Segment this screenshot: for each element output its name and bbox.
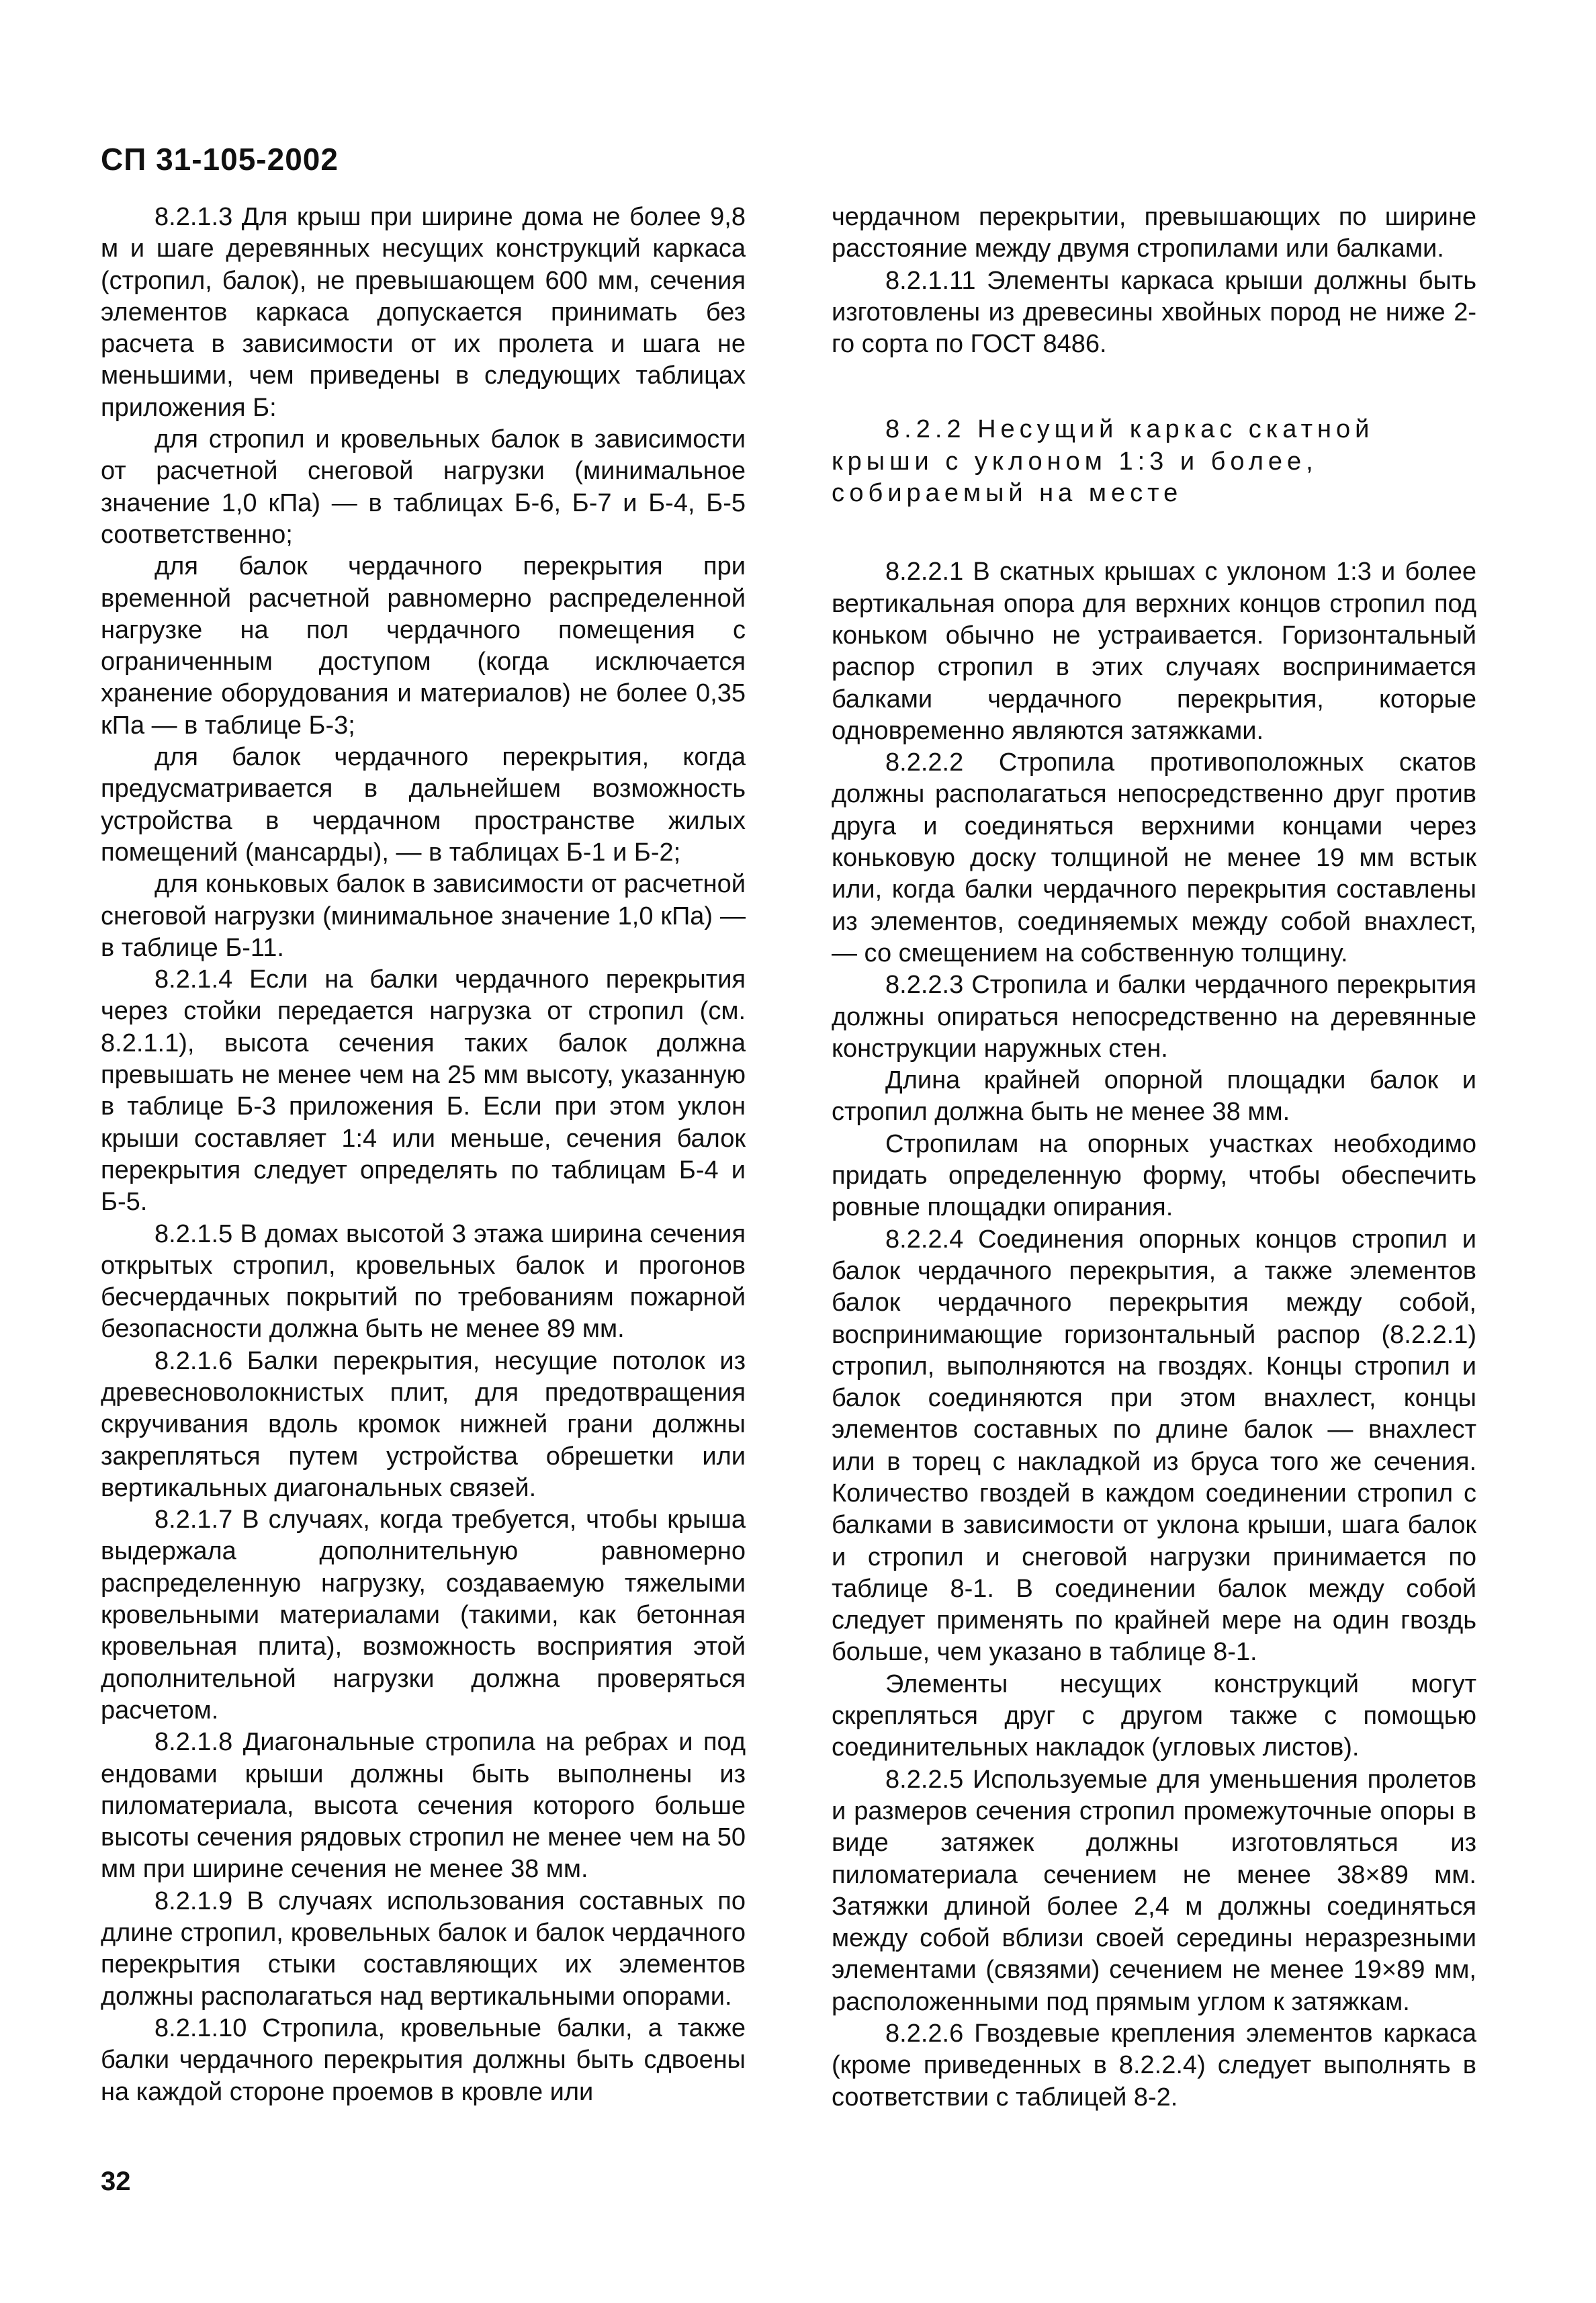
paragraph-attic-beams-list-item: для балок чердачного перекрытия при временной расчетной равномерно распределенной нагрузке на пол чердачного помещения с ограниченным доступом (когда исключается хранение оборудования и материалов) не более 0,35 кПа — в таблице Б-3; — [101, 552, 746, 740]
paragraph-8-2-1-11: 8.2.1.11 Элементы каркаса крыши должны быть изготовлены из древесины хвойных пород не ниже 2-го сорта по ГОСТ 8486. — [832, 266, 1476, 359]
paragraph-mansard-list-item: для балок чердачного перекрытия, когда предусматривается в дальнейшем возможность устройства в чердачном пространстве жилых помещений (мансарды), — в таблицах Б-1 и Б-2; — [101, 743, 746, 867]
paragraph-8-2-1-4: 8.2.1.4 Если на балки чердачного перекрытия через стойки передается нагрузка от стропил (см. 8.2.1.1), высота сечения таких балок должна превышать не менее чем на 25 мм высоту, указанную в таблице Б-3 приложения Б. Если при этом уклон крыши составляет 1:4 или меньше, сечения балок перекрытия следует определять по таблицам Б-4 и Б-5. — [101, 965, 746, 1217]
paragraph-ridge-beams-list-item: для коньковых балок в зависимости от расчетной снеговой нагрузки (минимальное значение 1,0 кПа) — в таблице Б-11. — [101, 870, 746, 962]
paragraph-8-2-2-5: 8.2.2.5 Используемые для уменьшения пролетов и размеров сечения стропил промежуточные опоры в виде затяжек должны изготовляться из пиломатериала сечением не менее 38×89 мм. Затяжки длиной более 2,4 м должны соединяться между собой вблизи своей середины неразрезными элементами (связями) сечением не менее 19×89 мм, расположенными под прямым углом к затяжкам. — [832, 1765, 1476, 2016]
paragraph-8-2-2-2: 8.2.2.2 Стропила противоположных скатов должны располагаться непосредственно друг против друга и соединяться верхними концами через коньковую доску толщиной не менее 19 мм встык или, когда балки чердачного перекрытия составлены из элементов, соединяемых между собой внахлест, — со смещением на собственную толщину. — [832, 748, 1476, 967]
paragraph-8-2-1-7: 8.2.1.7 В случаях, когда требуется, чтобы крыша выдержала дополнительную равномерно распределенную нагрузку, создаваемую тяжелыми кровельными материалами (такими, как бетонная кровельная плита), возможность восприятия этой дополнительной нагрузки должна проверяться расчетом. — [101, 1506, 746, 1725]
paragraph-support-shape: Стропилам на опорных участках необходимо придать определенную форму, чтобы обеспечить ровные площадки опирания. — [832, 1129, 1476, 1222]
paragraph-support-length: Длина крайней опорной площадки балок и стропил должна быть не менее 38 мм. — [832, 1066, 1476, 1127]
section-title-8-2-2: 8.2.2 Несущий каркас скатной крыши с уклоном 1:3 и более, собираемый на месте — [832, 415, 1374, 508]
paragraph-8-2-1-3: 8.2.1.3 Для крыш при ширине дома не более 9,8 м и шаге деревянных несущих конструкций каркаса (стропил, балок), не превышающем 600 мм, сечения элементов каркаса допускается принимать без расчета в зависимости от их пролета и шага не меньшими, чем приведены в следующих таблицах приложения Б: — [101, 203, 746, 422]
paragraph-8-2-1-9: 8.2.1.9 В случаях использования составных по длине стропил, кровельных балок и балок чердачного перекрытия стыки составляющих их элементов должны располагаться над вертикальными опорами. — [101, 1886, 746, 2011]
paragraph-8-2-1-10-continued: чердачном перекрытии, превышающих по ширине расстояние между двумя стропилами или балками. — [832, 203, 1476, 263]
paragraph-connector-plates: Элементы несущих конструкций могут скрепляться друг с другом также с помощью соединительных накладок (угловых листов). — [832, 1669, 1476, 1762]
paragraph-8-2-2-3: 8.2.2.3 Стропила и балки чердачного перекрытия должны опираться непосредственно на деревянные конструкции наружных стен. — [832, 971, 1476, 1063]
left-column — [101, 202, 746, 2108]
page-number: 32 — [101, 2167, 131, 2196]
right-column — [832, 202, 1476, 2114]
paragraph-8-2-2-6: 8.2.2.6 Гвоздевые крепления элементов каркаса (кроме приведенных в 8.2.2.4) следует выполнять в соответствии с таблицей 8-2. — [832, 2019, 1476, 2112]
paragraph-rafters-list-item: для стропил и кровельных балок в зависимости от расчетной снеговой нагрузки (минимальное значение 1,0 кПа) — в таблицах Б-6, Б-7 и Б-4, Б-5 соответственно; — [101, 425, 746, 549]
paragraph-8-2-1-6: 8.2.1.6 Балки перекрытия, несущие потолок из древесноволокнистых плит, для предотвращения скручивания вдоль кромок нижней грани должны закрепляться путем устройства обрешетки или вертикальных диагональных связей. — [101, 1346, 746, 1502]
paragraph-8-2-2-4: 8.2.2.4 Соединения опорных концов стропил и балок чердачного перекрытия, а также элементов балок чердачного перекрытия между собой, воспринимающие горизонтальный распор (8.2.2.1) стропил, выполняются на гвоздях. Концы стропил и балок соединяются при этом внахлест, концы элементов составных по длине балок — внахлест или в торец с накладкой из бруса того же сечения. Количество гвоздей в каждом соединении стропил с балками в зависимости от уклона крыши, шага балок и стропил и снеговой нагрузки принимается по таблице 8-1. В соединении балок между собой следует применять по крайней мере на один гвоздь больше, чем указано в таблице 8-1. — [832, 1225, 1476, 1667]
paragraph-8-2-1-10: 8.2.1.10 Стропила, кровельные балки, а также балки чердачного перекрытия должны быть сдвоены на каждой стороне проемов в кровле или — [101, 2013, 746, 2106]
document-code-header: СП 31-105-2002 — [101, 142, 339, 177]
paragraph-8-2-2-1: 8.2.2.1 В скатных крышах с уклоном 1:3 и более вертикальная опора для верхних концов стропил под коньком обычно не устраивается. Горизонтальный распор стропил в этих случаях воспринимается балками чердачного перекрытия, которые одновременно являются затяжками. — [832, 558, 1476, 745]
paragraph-8-2-1-5: 8.2.1.5 В домах высотой 3 этажа ширина сечения открытых стропил, кровельных балок и прогонов бесчердачных покрытий по требованиям пожарной безопасности должна быть не менее 89 мм. — [101, 1219, 746, 1344]
paragraph-8-2-1-8: 8.2.1.8 Диагональные стропила на ребрах и под ендовами крыши должны быть выполнены из пиломатериала, высота сечения которого больше высоты сечения рядовых стропил не менее чем на 50 мм при ширине сечения не менее 38 мм. — [101, 1728, 746, 1884]
